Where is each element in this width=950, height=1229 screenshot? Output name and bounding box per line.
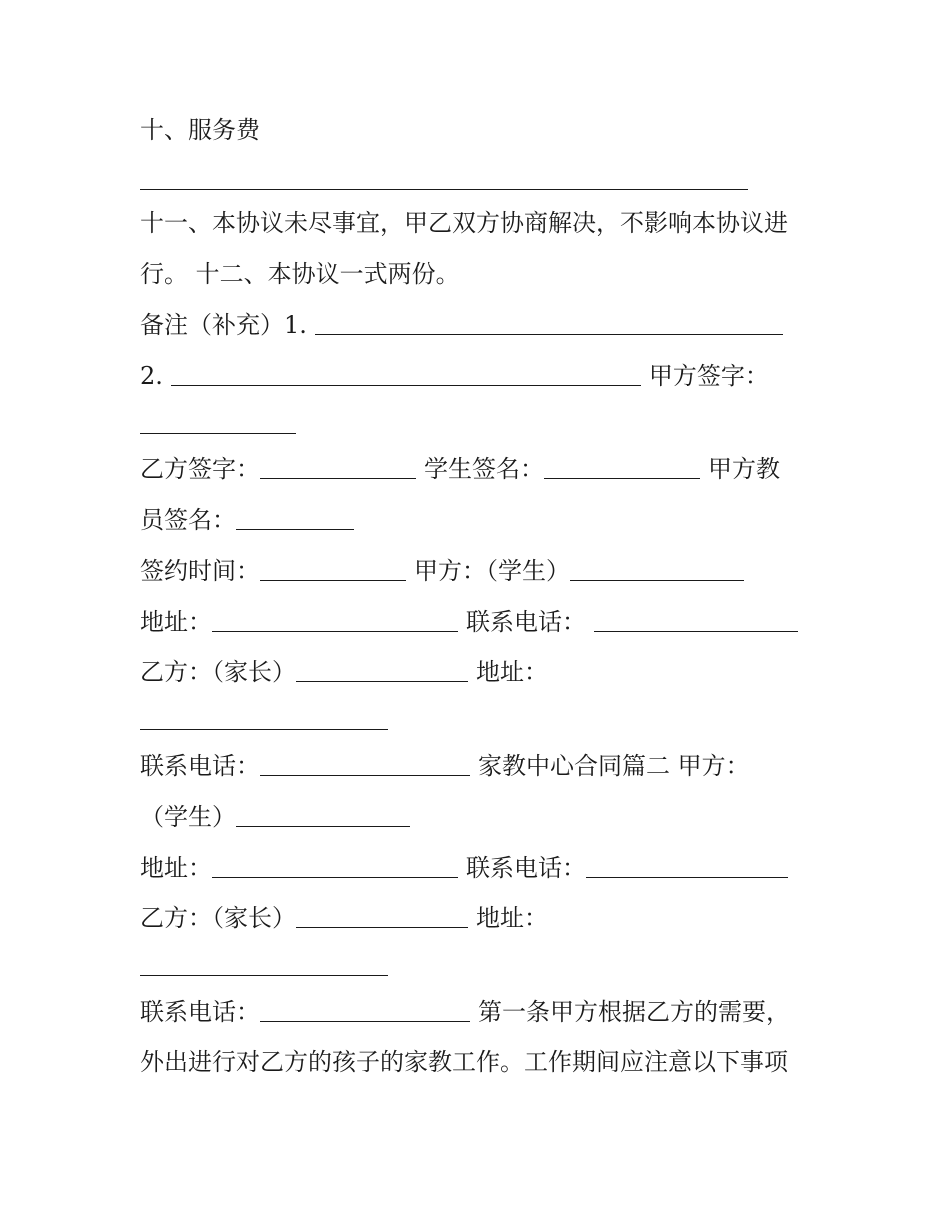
party-b-signature-label: 乙方签字： bbox=[140, 455, 260, 483]
student-blank-2[interactable] bbox=[236, 826, 410, 827]
phone-blank-3[interactable] bbox=[586, 877, 788, 878]
party-a-signature-label: 甲方签字： bbox=[648, 362, 769, 390]
student-signature-blank[interactable] bbox=[544, 478, 700, 479]
party-b-parent-label-2: 乙方：（家长） bbox=[140, 904, 296, 932]
article-one-continued bbox=[140, 1042, 788, 1082]
address-label-2: 地址： bbox=[476, 658, 548, 686]
address-blank-line-2 bbox=[140, 700, 388, 740]
remarks-label: 备注（补充）1. bbox=[140, 311, 307, 339]
party-b-parent-blank-2[interactable] bbox=[296, 927, 468, 928]
address-phone-line-1 bbox=[140, 602, 798, 642]
sign-date-blank[interactable] bbox=[260, 580, 406, 581]
party-a-student-blank[interactable] bbox=[570, 580, 744, 581]
phone-line-2 bbox=[140, 746, 750, 786]
party-b-signature-blank[interactable] bbox=[260, 478, 416, 479]
signatures-line bbox=[140, 449, 780, 489]
article-one-continued-text: 外出进行对乙方的孩子的家教工作。工作期间应注意以下事项 bbox=[140, 1048, 788, 1076]
clause-eleven bbox=[140, 203, 788, 243]
teacher-signature-label: 员签名： bbox=[140, 506, 236, 534]
teacher-signature-blank[interactable] bbox=[236, 529, 354, 530]
clause-twelve-text: 行。 十二、本协议一式两份。 bbox=[140, 260, 460, 288]
sign-date-label: 签约时间： bbox=[140, 557, 260, 585]
address-label-4: 地址： bbox=[476, 904, 548, 932]
article-one-text: 第一条甲方根据乙方的需要， bbox=[478, 998, 790, 1026]
service-fee-text: 十、服务费 bbox=[140, 116, 260, 144]
party-b-parent-blank-1[interactable] bbox=[296, 681, 468, 682]
service-fee-blank[interactable] bbox=[140, 189, 748, 190]
contract-two-heading: 家教中心合同篇二 甲方： bbox=[478, 752, 750, 780]
teacher-signature-line bbox=[140, 500, 354, 540]
student-label-2: （学生） bbox=[140, 803, 236, 831]
address-blank-1[interactable] bbox=[212, 631, 458, 632]
party-b-parent-line-2 bbox=[140, 898, 548, 938]
address-blank-3[interactable] bbox=[212, 877, 458, 878]
phone-label-3: 联系电话： bbox=[466, 854, 586, 882]
student-signature-label: 学生签名： bbox=[424, 455, 544, 483]
party-b-parent-label-1: 乙方：（家长） bbox=[140, 658, 296, 686]
service-fee-blank-line bbox=[140, 160, 748, 200]
address-blank-line-4 bbox=[140, 946, 388, 986]
phone-label-2: 联系电话： bbox=[140, 752, 260, 780]
party-b-parent-line-1 bbox=[140, 652, 548, 692]
phone-blank-2[interactable] bbox=[260, 775, 470, 776]
remarks-line-2 bbox=[140, 356, 769, 396]
address-blank-4[interactable] bbox=[140, 975, 388, 976]
phone-line-4 bbox=[140, 992, 790, 1032]
remarks-blank-2[interactable] bbox=[171, 385, 641, 386]
service-fee-heading bbox=[140, 110, 260, 150]
address-phone-line-3 bbox=[140, 848, 788, 888]
phone-label-1: 联系电话： bbox=[466, 608, 586, 636]
party-a-student-label: 甲方：（学生） bbox=[414, 557, 570, 585]
remarks-line-1 bbox=[140, 305, 783, 345]
phone-label-4: 联系电话： bbox=[140, 998, 260, 1026]
clause-twelve bbox=[140, 254, 460, 294]
phone-blank-4[interactable] bbox=[260, 1021, 470, 1022]
party-a-signature-line bbox=[140, 404, 296, 444]
student-line-2 bbox=[140, 797, 410, 837]
party-a-signature-blank[interactable] bbox=[140, 433, 296, 434]
clause-eleven-text: 十一、本协议未尽事宜，甲乙双方协商解决，不影响本协议进 bbox=[140, 209, 788, 237]
remarks-blank-1[interactable] bbox=[315, 334, 783, 335]
address-label-3: 地址： bbox=[140, 854, 212, 882]
sign-date-line bbox=[140, 551, 744, 591]
address-blank-2[interactable] bbox=[140, 729, 388, 730]
phone-blank-1[interactable] bbox=[594, 631, 798, 632]
remarks-number-2: 2. bbox=[140, 362, 163, 390]
address-label-1: 地址： bbox=[140, 608, 212, 636]
party-a-teacher-label-start: 甲方教 bbox=[708, 455, 780, 483]
